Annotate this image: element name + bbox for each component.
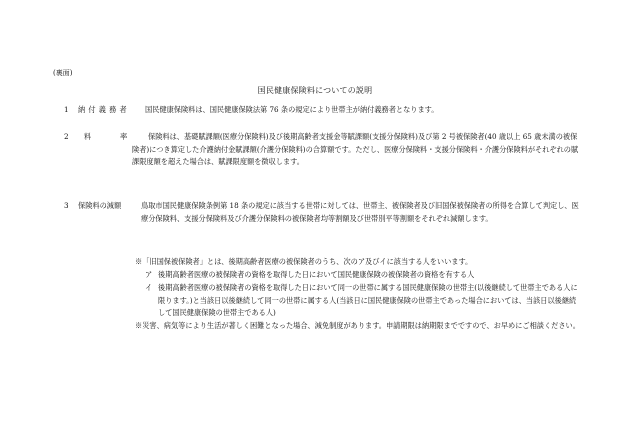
note-item-i-label: イ bbox=[145, 283, 153, 292]
section-3-number: 3 bbox=[64, 201, 69, 210]
note-item-i: 後期高齢者医療の被保険者の資格を取得した日において同一の世帯に属する国民健康保険の世帯主(以後継続して世帯主である人に限ります。)と当該日以後継続して同一の世帯に属する人(当該日に国民健康保険の世帯主であった場合においては、当該日以後継続して国民健康保険の世帯主である人) bbox=[158, 283, 578, 318]
page-label: (裏面) bbox=[53, 69, 73, 77]
section-2-heading-right: 率 bbox=[120, 132, 128, 141]
note-hardship: ※災害、病気等により生活が著しく困難となった場合、減免制度があります。申請期限は納期限までですので、お早めにご相談ください。 bbox=[135, 321, 580, 330]
section-2-heading-left: 料 bbox=[84, 132, 92, 141]
note-item-a: 後期高齢者医療の被保険者の資格を取得した日において国民健康保険の被保険者の資格を有する人 bbox=[158, 270, 475, 279]
section-2-number: 2 bbox=[64, 132, 69, 141]
section-1-number: 1 bbox=[64, 105, 69, 114]
document-title: 国民健康保険料についての説明 bbox=[257, 86, 373, 95]
section-1-heading: 納付義務者 bbox=[78, 105, 130, 114]
note-former-insured: ※「旧国保被保険者」とは、後期高齢者医療の被保険者のうち、次のア及びイに該当する人をいいます。 bbox=[135, 257, 473, 266]
section-2-body: 保険料は、基礎賦課額(医療分保険料)及び後期高齢者支援金等賦課額(支援分保険料)及び第 2 号被保険者(40 歳以上 65 歳未満の被保険者)につき算定した介護納付金賦課額(介護分保険料)の合算額です。ただし、医療分保険料・支援分保険料・介護分保険料がそれぞれの賦課限度額を超えた場合は、賦課限度額を徴収します。 bbox=[132, 132, 579, 167]
section-1-body: 国民健康保険料は、国民健康保険法第 76 条の規定により世帯主が納付義務者となります。 bbox=[145, 105, 439, 114]
note-item-a-label: ア bbox=[145, 270, 153, 279]
section-3-body: 鳥取市国民健康保険条例第 18 条の規定に該当する世帯に対しては、世帯主、被保険者及び旧国保被保険者の所得を合算して判定し、医療分保険料、支援分保険料及び介護分保険料の被保険者均等割額及び世帯別平等割額をそれぞれ減額します。 bbox=[141, 201, 579, 223]
section-3-heading: 保険料の減額 bbox=[78, 201, 122, 210]
